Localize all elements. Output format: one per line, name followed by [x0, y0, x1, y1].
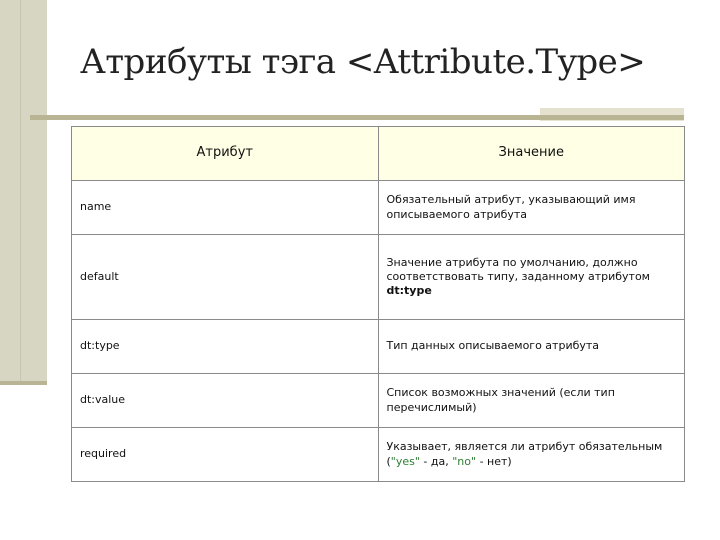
left-decor-bar — [0, 0, 47, 385]
header-value: Значение — [378, 127, 685, 181]
value-cell — [378, 428, 685, 482]
value-cell: Обязательный атрибут, указывающий имя описываемого атрибута — [378, 181, 685, 235]
value-yes: "yes" — [390, 454, 420, 468]
value-text: Значение атрибута по умолчанию, должно соответствовать типу, заданному атрибутом — [386, 255, 650, 283]
value-cell: Список возможных значений (если тип перечислимый) — [378, 374, 685, 428]
value-cell: Тип данных описываемого атрибута — [378, 320, 685, 374]
left-decor-base — [0, 381, 47, 385]
value-code: dt:type — [386, 284, 432, 298]
attr-cell: default — [72, 235, 379, 320]
table-row — [72, 235, 685, 320]
attr-cell: required — [72, 428, 379, 482]
attr-cell: dt:value — [72, 374, 379, 428]
table-header-row — [72, 127, 685, 181]
left-decor-line — [20, 0, 21, 381]
table-row — [72, 374, 685, 428]
title-rule — [30, 115, 684, 120]
table-row — [72, 428, 685, 482]
table-row — [72, 320, 685, 374]
header-attribute: Атрибут — [72, 127, 379, 181]
attributes-table — [71, 126, 685, 482]
value-text-end: - нет) — [476, 454, 512, 468]
attr-cell: name — [72, 181, 379, 235]
value-text: Указывает, является ли атрибут обязательным ( — [386, 440, 663, 468]
value-text-mid: - да, — [419, 454, 453, 468]
slide-title: Атрибуты тэга <Attribute.Type> — [80, 42, 646, 82]
value-cell — [378, 235, 685, 320]
value-no: "no" — [452, 454, 477, 468]
table-row — [72, 181, 685, 235]
attr-cell: dt:type — [72, 320, 379, 374]
